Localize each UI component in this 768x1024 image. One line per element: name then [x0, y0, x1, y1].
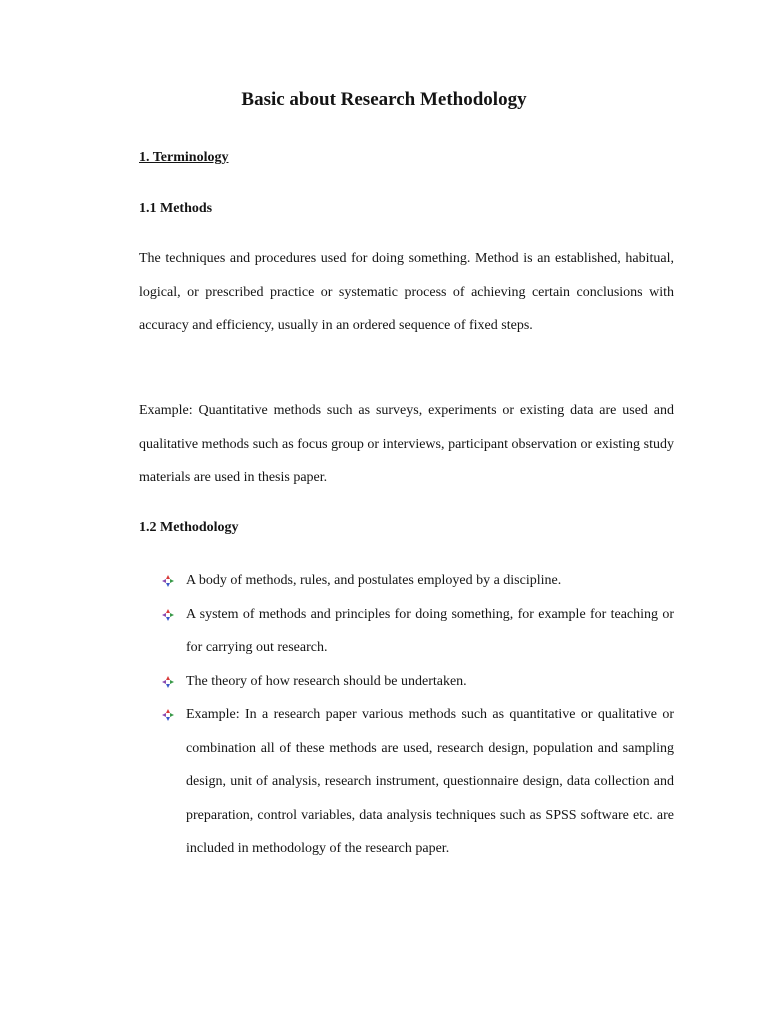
four-arrows-bullet-icon [162, 575, 174, 587]
list-item [160, 665, 674, 699]
four-arrows-bullet-icon [162, 709, 174, 721]
four-arrows-bullet-icon [162, 676, 174, 688]
bullet-text: Example: In a research paper various methods such as quantitative or qualitative or combination all of these methods are used, research design, population and sampling design, unit of analysis, research instrument, questionnaire design, data collection and preparation, control variables, data analysis techniques such as SPSS software etc. are included in methodology of the research paper. [186, 707, 674, 856]
section-terminology-heading: 1. Terminology [139, 150, 229, 165]
methodology-bullet-list [160, 564, 674, 866]
section-methodology-heading: 1.2 Methodology [139, 520, 239, 535]
list-item [160, 564, 674, 598]
bullet-text: A system of methods and principles for doing something, for example for teaching or for carrying out research. [186, 606, 674, 655]
methods-example-paragraph: Example: Quantitative methods such as surveys, experiments or existing data are used and qualitative methods such as focus group or interviews, participant observation or existing study materials are used in thesis paper. [139, 403, 674, 485]
bullet-text: A body of methods, rules, and postulates employed by a discipline. [186, 573, 562, 588]
four-arrows-bullet-icon [162, 609, 174, 621]
methods-paragraph: The techniques and procedures used for doing something. Method is an established, habitual, logical, or prescribed practice or systematic process of achieving certain conclusions with accuracy and efficiency, usually in an ordered sequence of fixed steps. [139, 251, 674, 333]
document-title: Basic about Research Methodology [241, 89, 527, 110]
section-methods-heading: 1.1 Methods [139, 201, 213, 216]
bullet-text: The theory of how research should be undertaken. [186, 673, 467, 689]
list-item [160, 698, 674, 866]
list-item [160, 598, 674, 665]
